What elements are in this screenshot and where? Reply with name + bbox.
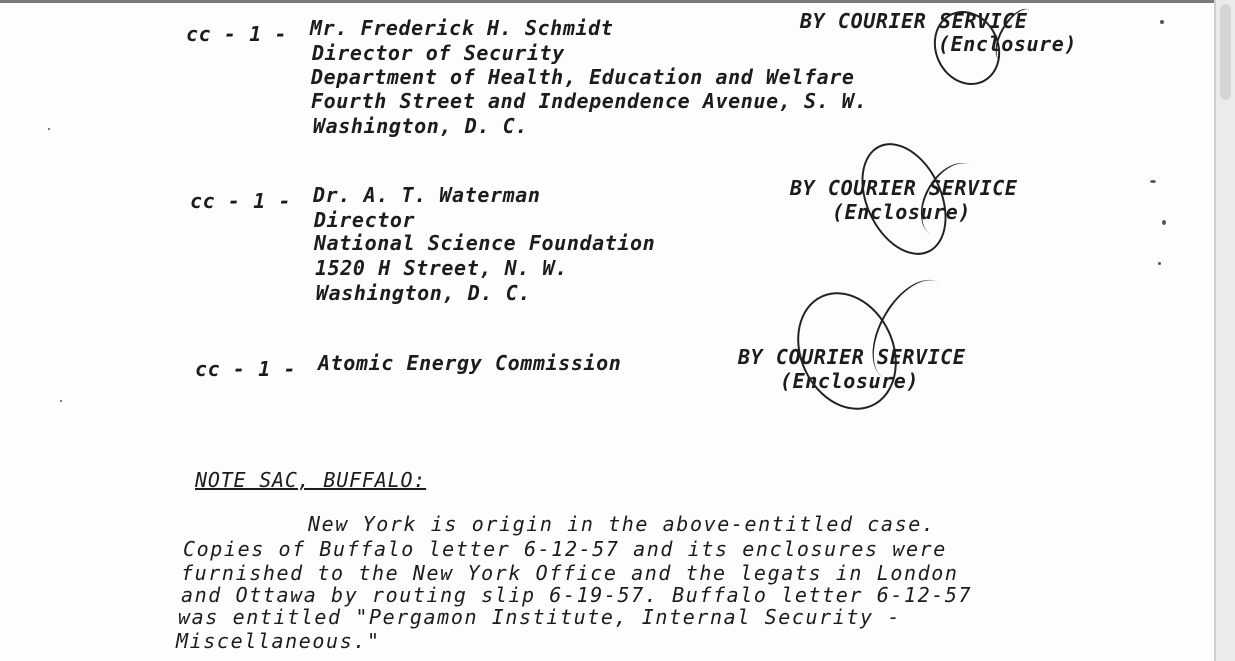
note-line-3: furnished to the New York Office and the legats in London: [181, 561, 959, 585]
note-line-4: and Ottawa by routing slip 6-19-57. Buffalo letter 6-12-57: [181, 583, 973, 607]
cc1-delivery: BY COURIER SERVICE: [800, 9, 1028, 33]
cc2-line-street: 1520 H Street, N. W.: [315, 256, 568, 280]
cc3-enclosure: (Enclosure): [780, 369, 920, 393]
cc2-line-name: Dr. A. T. Waterman: [313, 183, 541, 207]
cc3-prefix: cc - 1 -: [195, 357, 297, 381]
top-border: [0, 0, 1214, 3]
scrollbar-thumb[interactable]: [1220, 4, 1231, 100]
scan-speck: [1160, 20, 1164, 24]
cc2-delivery: BY COURIER SERVICE: [790, 176, 1018, 200]
cc2-line-title: Director: [314, 208, 416, 232]
cc1-line-city: Washington, D. C.: [313, 114, 528, 138]
note-heading: NOTE SAC, BUFFALO:: [195, 468, 427, 492]
note-line-1: New York is origin in the above-entitled case.: [308, 512, 936, 536]
cc2-prefix: cc - 1 -: [190, 189, 292, 213]
scan-speck: [1150, 180, 1156, 183]
cc2-enclosure: (Enclosure): [832, 200, 972, 224]
note-line-6: Miscellaneous.": [176, 629, 381, 653]
cc2-line-city: Washington, D. C.: [316, 281, 531, 305]
cc3-delivery: BY COURIER SERVICE: [738, 345, 966, 369]
cc3-line-name: Atomic Energy Commission: [318, 351, 622, 375]
scan-speck: [60, 400, 62, 402]
cc1-prefix: cc - 1 -: [186, 22, 288, 46]
scan-speck: [1162, 220, 1166, 225]
scan-speck: [48, 128, 50, 130]
note-line-2: Copies of Buffalo letter 6-12-57 and its enclosures were: [183, 537, 947, 561]
cc1-enclosure: (Enclosure): [938, 32, 1078, 56]
cc1-line-title: Director of Security: [312, 41, 565, 65]
cc1-line-name: Mr. Frederick H. Schmidt: [310, 16, 614, 40]
scan-speck: [1158, 262, 1161, 265]
note-line-5: was entitled "Pergamon Institute, Internal Security -: [178, 605, 901, 629]
cc2-line-org: National Science Foundation: [314, 231, 656, 255]
cc1-line-street: Fourth Street and Independence Avenue, S. W.: [311, 89, 868, 113]
vertical-scrollbar[interactable]: [1214, 0, 1235, 661]
cc1-line-dept: Department of Health, Education and Welfare: [311, 65, 855, 89]
